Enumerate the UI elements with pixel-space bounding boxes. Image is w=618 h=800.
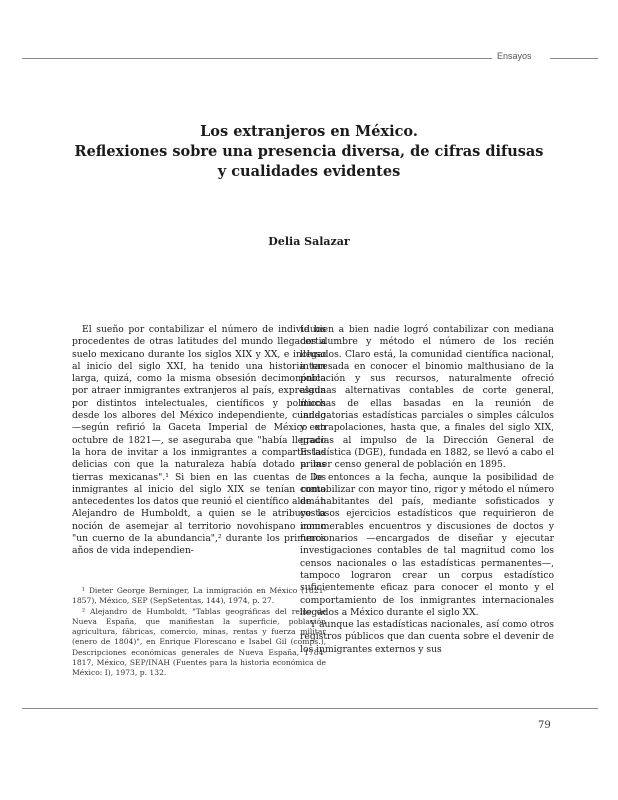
footnote: ¹ Dieter George Berninger, La inmigración en México (1821-1857), México, SEP (SepSetentas, 144), 1974, p. 27. — [72, 586, 326, 606]
title-line: Los extranjeros en México. — [200, 123, 418, 140]
page-number: 79 — [538, 720, 551, 731]
section-label: Ensayos — [497, 51, 532, 61]
body-paragraph: te bien a bien nadie logró contabilizar con mediana certidumbre y método el número de los recién llegados. Claro está, la comunidad científica nacional, interesada en conocer el binomio malthusiano de la población y sus recursos, naturalmente ofreció algunas alternativas contables de corte general, muchas de ellas basadas en la reunión de indagatorias estadísticas parciales o simples cálculos y extrapolaciones, hasta que, a finales del siglo XIX, gracias al impulso de la Dirección General de Estadística (DGE), fundada en 1882, se llevó a cabo el primer censo general de población en 1895. — [300, 324, 554, 471]
body-paragraph: Y aunque las estadísticas nacionales, así como otros registros públicos que dan cuenta sobre el devenir de los inmigrantes externos y sus — [300, 619, 554, 655]
article-title — [60, 122, 558, 182]
header-rule — [22, 58, 492, 59]
body-column-left — [72, 324, 326, 558]
author-name: Delia Salazar — [268, 235, 350, 248]
body-paragraph: El sueño por contabilizar el número de individuos procedentes de otras latitudes del mundo llegados a suelo mexicano durante los siglos XIX y XX, e incluso al inicio del siglo XXI, ha tenido una historia tan larga, quizá, como la misma obsesión decimonónica por atraer inmigrantes extranjeros al país, expresada por distintos intelectuales, científicos y políticos desde los albores del México independiente, cuando —según refirió la Gaceta Imperial de México en octubre de 1821—, se aseguraba que "había llegado la hora de invitar a los inmigrantes a compartir las delicias con que la naturaleza había dotado a las tierras mexicanas".¹ Si bien en las cuentas de los inmigrantes al inicio del siglo XIX se tenían como antecedentes los datos que reunió el científico alemán Alejandro de Humboldt, a quien se le atribuye la noción de asemejar al territorio novohispano como "un cuerno de la abundancia",² durante los primeros años de vida independien- — [72, 324, 326, 557]
header-rule-right — [550, 58, 598, 59]
footer-rule — [22, 708, 598, 709]
body-paragraph: De entonces a la fecha, aunque la posibilidad de contabilizar con mayor tino, rigor y método el número de habitantes del país, mediante sofisticados y costosos ejercicios estadísticos que requirieron de innumerables encuentros y discusiones de doctos y funcionarios —encargados de diseñar y ejecutar investigaciones contables de tal magnitud como los censos nacionales o las estadísticas permanentes—, tampoco lograron crear un corpus estadístico suficientemente eficaz para conocer el monto y el comportamiento de los inmigrantes internacionales llegados a México durante el siglo XX. — [300, 471, 554, 618]
title-line: Reflexiones sobre una presencia diversa, de cifras difusas — [74, 143, 544, 160]
footnotes — [72, 586, 326, 679]
title-line: y cualidades evidentes — [217, 163, 401, 180]
body-column-right — [300, 324, 554, 656]
footnote: ² Alejandro de Humboldt, "Tablas geográficas del reino de Nueva España, que manifiestan la superficie, población agricultura, fábricas, comercio, minas, rentas y fuerza militar (enero de 1804)", en Enrique Florescano e Isabel Gil (comps.), Descripciones económicas generales de Nueva España, 1784-1817, México, SEP/INAH (Fuentes para la historia económica de México: I), 1973, p. 132. — [72, 606, 326, 678]
